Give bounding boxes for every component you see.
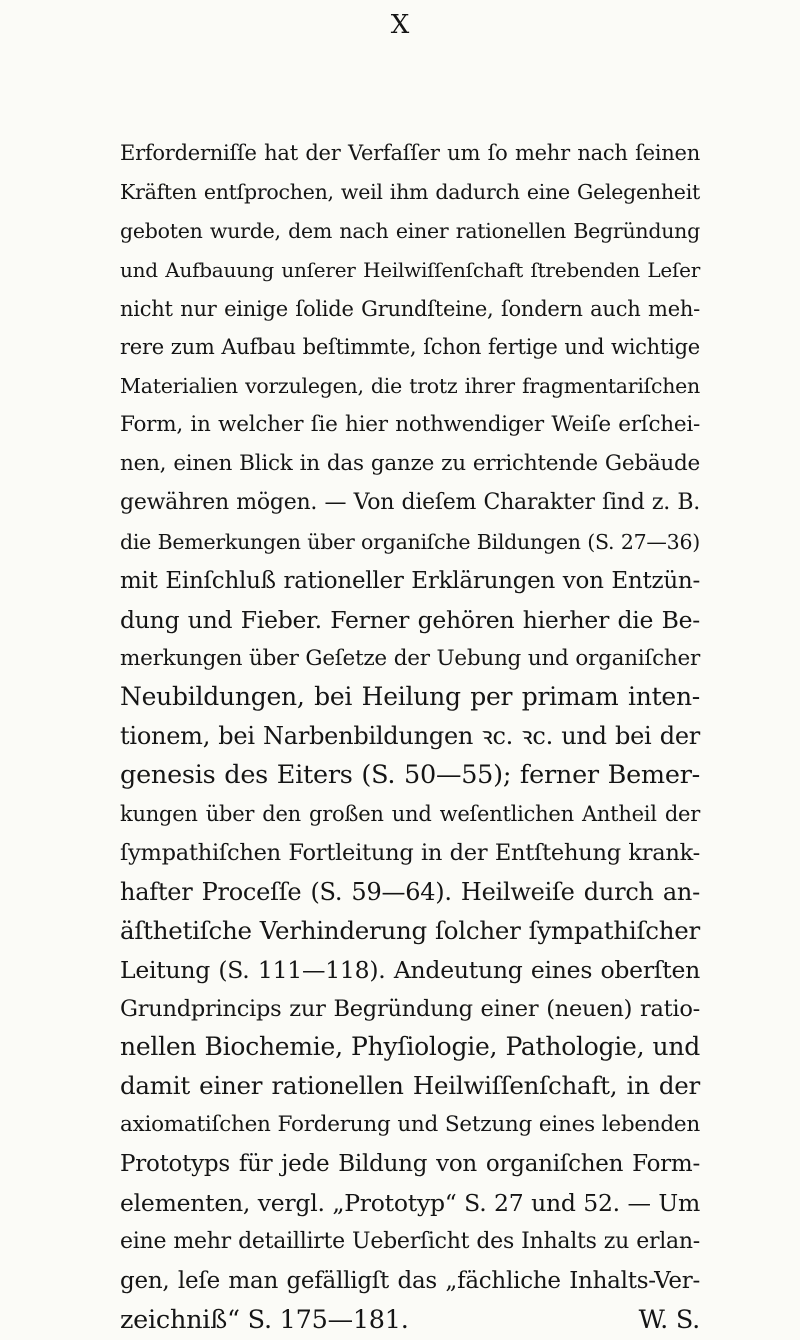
text-line: dung und Fieber. Ferner gehören hierher die Be- <box>120 605 700 634</box>
text-line: äſthetiſche Verhinderung ſolcher ſympathiſcher <box>120 915 700 945</box>
text-line: und Aufbauung unſerer Heilwiſſenſchaft ſtrebenden Leſer <box>120 257 700 282</box>
text-line: gewähren mögen. — Von dieſem Charakter ſind z. B. <box>120 490 700 516</box>
text-line: geboten wurde, dem nach einer rationellen Begründung <box>120 218 700 243</box>
text-line-last <box>120 1301 700 1340</box>
text-line: Grundprincips zur Begründung einer (neuen) ratio- <box>120 995 700 1022</box>
text-line: gen, leſe man gefälligſt das „fächliche Inhalts-Ver- <box>120 1267 700 1294</box>
text-line: Materialien vorzulegen, die trotz ihrer fragmentariſchen <box>120 374 700 399</box>
text-line: merkungen über Geſetze der Uebung und organiſcher <box>120 645 700 671</box>
text-line: damit einer rationellen Heilwiſſenſchaft, in der <box>120 1071 700 1101</box>
text-line: Form, in welcher ſie hier nothwendiger Weiſe erſchei- <box>120 412 700 438</box>
text-line: mit Einſchluß rationeller Erklärungen von Entzün- <box>120 567 700 594</box>
text-line: Neubildungen, bei Heilung per primam inten- <box>120 682 700 712</box>
author-signature: W. S. <box>638 1304 700 1335</box>
text-line: eine mehr detaillirte Ueberſicht des Inhalts zu erlan- <box>120 1228 700 1254</box>
text-line-final: zeichniß“ S. 175—181. <box>120 1304 409 1335</box>
text-line: genesis des Eiters (S. 50—55); ferner Bemer- <box>120 760 700 791</box>
text-line: nellen Biochemie, Phyſiologie, Pathologie, und <box>120 1032 700 1062</box>
text-line: tionem, bei Narbenbildungen ꝛc. ꝛc. und bei der <box>120 722 700 751</box>
text-line: ſympathiſchen Fortleitung in der Entſtehung krank- <box>120 840 700 867</box>
text-line: Kräften entſprochen, weil ihm dadurch eine Gelegenheit <box>120 179 700 204</box>
text-line: nen, einen Blick in das ganze zu errichtende Gebäude <box>120 451 700 477</box>
text-line: nicht nur einige ſolide Grundſteine, ſondern auch meh- <box>120 296 700 321</box>
text-line: Prototyps für jede Bildung von organiſchen Form- <box>120 1151 700 1178</box>
text-line: hafter Proceſſe (S. 59—64). Heilweiſe durch an- <box>120 877 700 906</box>
text-line: rere zum Aufbau beſtimmte, ſchon fertige und wichtige <box>120 335 700 360</box>
text-line: kungen über den großen und weſentlichen Antheil der <box>120 802 700 827</box>
text-line: die Bemerkungen über organiſche Bildungen (S. 27—36) <box>120 529 700 554</box>
body-text <box>120 134 700 1340</box>
text-line: Erforderniſſe hat der Verfaſſer um ſo mehr nach ſeinen <box>120 141 700 165</box>
text-line: axiomatiſchen Forderung und Setzung eines lebenden <box>120 1112 700 1138</box>
text-line: Leitung (S. 111—118). Andeutung eines oberſten <box>120 955 700 984</box>
text-line: elementen, vergl. „Prototyp“ S. 27 und 52. — Um <box>120 1189 700 1218</box>
page-number: X <box>390 10 410 40</box>
